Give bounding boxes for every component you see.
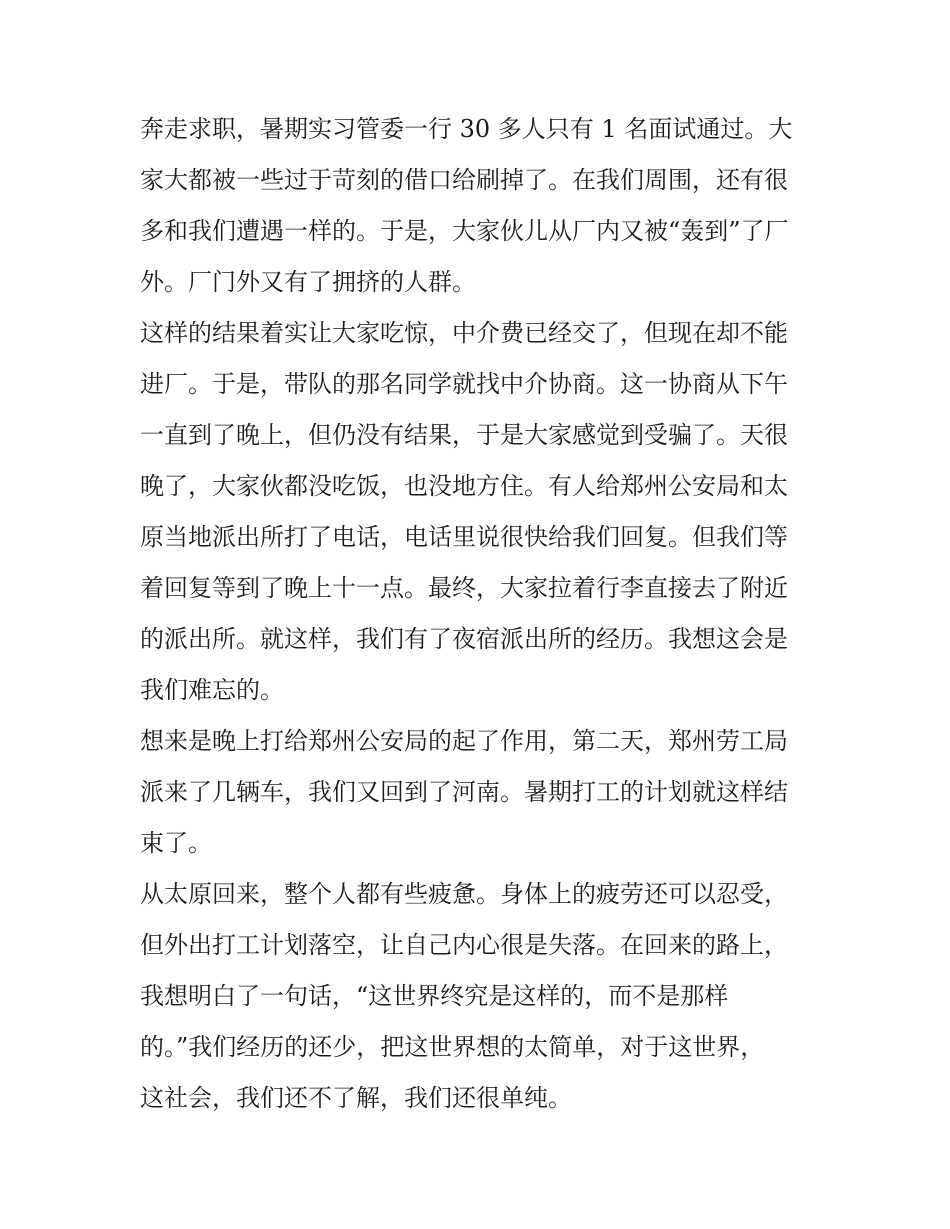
text-line: 奔走求职，暑期实习管委一行 30 多人只有 1 名面试通过。大 bbox=[140, 115, 793, 143]
text-line: 我们难忘的。 bbox=[140, 676, 284, 704]
text-line: 这社会，我们还不了解，我们还很单纯。 bbox=[140, 1084, 572, 1112]
text-line: 但外出打工计划落空，让自己内心很是失落。在回来的路上， bbox=[140, 931, 788, 959]
text-line: 的派出所。就这样，我们有了夜宿派出所的经历。我想这会是 bbox=[140, 625, 788, 653]
text-line: 从太原回来，整个人都有些疲惫。身体上的疲劳还可以忍受， bbox=[140, 880, 788, 908]
body-text bbox=[140, 104, 820, 1124]
text-line: 外。厂门外又有了拥挤的人群。 bbox=[140, 268, 476, 296]
text-line: 着回复等到了晚上十一点。最终，大家拉着行李直接去了附近 bbox=[140, 574, 788, 602]
text-line: 束了。 bbox=[140, 829, 212, 857]
text-line: 晚了，大家伙都没吃饭，也没地方住。有人给郑州公安局和太 bbox=[140, 472, 788, 500]
text-line: 多和我们遭遇一样的。于是，大家伙儿从厂内又被“轰到”了厂 bbox=[140, 217, 789, 245]
text-line: 一直到了晚上，但仍没有结果，于是大家感觉到受骗了。天很 bbox=[140, 421, 788, 449]
text-line: 想来是晚上打给郑州公安局的起了作用，第二天，郑州劳工局 bbox=[140, 727, 788, 755]
text-line: 的。”我们经历的还少，把这世界想的太简单，对于这世界， bbox=[140, 1033, 765, 1061]
text-line: 原当地派出所打了电话，电话里说很快给我们回复。但我们等 bbox=[140, 523, 788, 551]
text-line: 我想明白了一句话，“这世界终究是这样的，而不是那样 bbox=[140, 982, 729, 1010]
text-line: 这样的结果着实让大家吃惊，中介费已经交了，但现在却不能 bbox=[140, 319, 788, 347]
text-line: 家大都被一些过于苛刻的借口给刷掉了。在我们周围，还有很 bbox=[140, 166, 788, 194]
text-line: 进厂。于是，带队的那名同学就找中介协商。这一协商从下午 bbox=[140, 370, 788, 398]
text-line: 派来了几辆车，我们又回到了河南。暑期打工的计划就这样结 bbox=[140, 778, 788, 806]
